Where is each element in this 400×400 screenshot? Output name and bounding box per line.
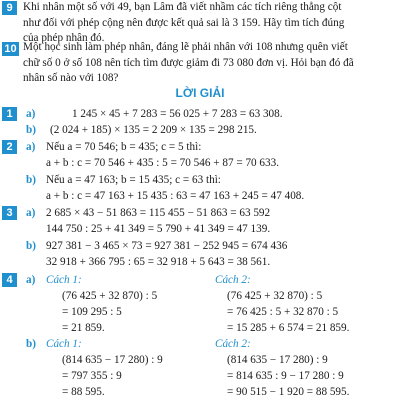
question-line: của phép nhân đó. (23, 32, 105, 44)
question-line: chữ số 0 ở số 108 nên tích tìm được giảm đi 73 080 đơn vị. Hỏi bạn đó đã (23, 56, 354, 69)
solution-line: 1 245 × 45 + 7 283 = 56 025 + 7 283 = 63 308. (72, 108, 283, 120)
solution-line: 2 685 × 43 − 51 863 = 115 455 − 51 863 = 63 592 (46, 207, 271, 219)
solution-number-badge: 1 (2, 107, 17, 121)
solution-line: = 90 515 − 1 920 = 88 595. (227, 386, 350, 398)
question-10-text (23, 40, 395, 87)
part-label: a) (26, 274, 36, 286)
part-label: b) (26, 240, 36, 252)
method-2-label: Cách 2: (215, 338, 251, 350)
solution-line: 32 918 + 366 795 : 65 = 32 918 + 5 643 = 38 561. (46, 256, 271, 268)
method-1-label: Cách 1: (46, 338, 82, 350)
solution-line: 144 750 : 25 + 41 349 = 5 790 + 41 349 = 47 139. (46, 223, 271, 235)
method-1-label: Cách 1: (46, 274, 82, 286)
part-label: a) (26, 108, 36, 120)
solution-line: Nếu a = 70 546; b = 435; c = 5 thì: (46, 141, 202, 153)
question-line: như đối với phép cộng nên được kết quả sai là 3 159. Hãy tìm tích đúng (23, 16, 345, 29)
solutions-heading: LỜI GIẢI (175, 86, 225, 100)
method-2-label: Cách 2: (215, 274, 251, 286)
part-label: b) (26, 124, 36, 136)
question-line: nhân số nào với 108? (23, 72, 119, 84)
question-line: Một học sinh làm phép nhân, đáng lẽ phải nhân với 108 nhưng quên viết (23, 41, 348, 53)
question-line: Khi nhân một số với 49, bạn Lâm đã viết nhầm các tích riêng thẳng cột (23, 1, 342, 13)
solution-number-badge: 2 (2, 140, 17, 154)
solution-line: (76 425 + 32 870) : 5 (227, 290, 323, 302)
solution-line: = 21 859. (62, 322, 105, 334)
solution-line: = 797 355 : 9 (62, 370, 122, 382)
question-number-badge: 9 (2, 1, 17, 15)
solution-line: (76 425 + 32 870) : 5 (62, 290, 158, 302)
solution-line: (2 024 + 185) × 135 = 2 209 × 135 = 298 215. (50, 124, 257, 136)
part-label: b) (26, 174, 36, 186)
solution-line: (814 635 − 17 280) : 9 (227, 354, 328, 366)
solution-line: = 15 285 + 6 574 = 21 859. (227, 322, 350, 334)
part-label: a) (26, 141, 36, 153)
solution-line: = 109 295 : 5 (62, 306, 122, 318)
part-label: a) (26, 207, 36, 219)
solution-line: 927 381 − 3 465 × 73 = 927 381 − 252 945 = 674 436 (46, 240, 288, 252)
solution-number-badge: 3 (2, 206, 17, 220)
question-number-badge: 10 (2, 42, 19, 56)
solution-line: a + b : c = 47 163 + 15 435 : 63 = 47 163 + 245 = 47 408. (46, 190, 305, 202)
part-label: b) (26, 338, 36, 350)
solution-line: = 88 595. (62, 386, 105, 398)
solution-line: = 814 635 : 9 − 17 280 : 9 (227, 370, 344, 382)
solution-line: (814 635 − 17 280) : 9 (62, 354, 163, 366)
solution-number-badge: 4 (2, 273, 17, 287)
solution-line: a + b : c = 70 546 + 435 : 5 = 70 546 + 87 = 70 633. (46, 157, 280, 169)
solution-line: Nếu a = 47 163; b = 15 435; c = 63 thì: (46, 174, 221, 186)
solution-line: = 76 425 : 5 + 32 870 : 5 (227, 306, 339, 318)
